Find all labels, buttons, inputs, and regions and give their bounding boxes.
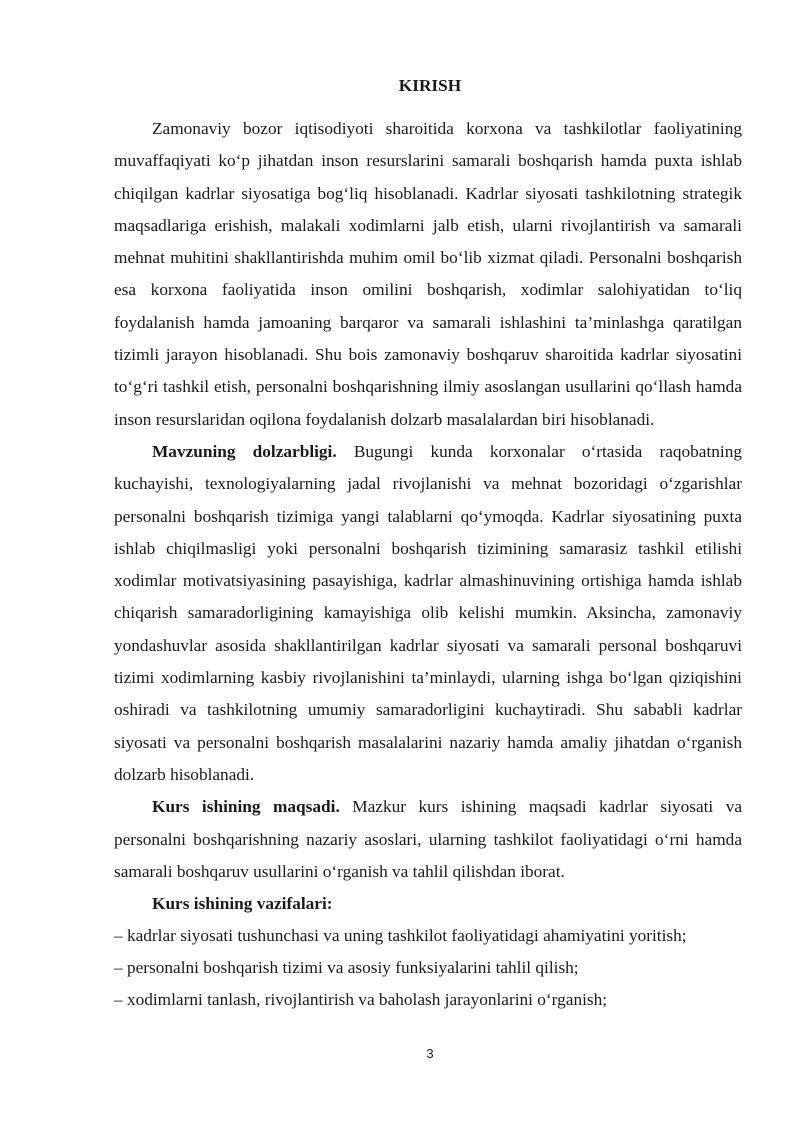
document-body	[114, 113, 742, 1016]
task-item: – personalni boshqarish tizimi va asosiy funksiyalarini tahlil qilish;	[114, 958, 579, 978]
intro-paragraph: Zamonaviy bozor iqtisodiyoti sharoitida korxona va tashkilotlar faoliyatining muvaffaqiyati ko‘p jihatdan inson resurslarini samarali boshqarish hamda puxta ishlab chiqilgan kadrlar siyosatiga bog‘liq hisoblanadi. Kadrlar siyosati tashkilotning strategik maqsadlariga erishish, malakali xodimlarni jalb etish, ularni rivojlantirish va samarali mehnat muhitini shakllantirishda muhim omil bo‘lib xizmat qiladi. Personalni boshqarish esa korxona faoliyatida inson omilini boshqarish, xodimlar salohiyatidan to‘liq foydalanish hamda jamoaning barqaror va samarali ishlashini ta’minlashga qaratilgan tizimli jarayon hisoblanadi. Shu bois zamonaviy boshqaruv sharoitida kadrlar siyosatini to‘g‘ri tashkil etish, personalni boshqarishning ilmiy asoslangan usullarini qo‘llash hamda inson resurslaridan oqilona foydalanish dolzarb masalalardan biri hisoblanadi.	[114, 119, 742, 429]
goal-text: Mazkur kurs ishining maqsadi kadrlar siyosati va personalni boshqarishning nazariy asoslari, ularning tashkilot faoliyatidagi o‘rni hamda samarali boshqaruv usullarini o‘rganish va tahlil qilishdan iborat.	[114, 797, 743, 881]
relevance-heading: Mavzuning dolzarbligi.	[152, 441, 337, 461]
tasks-heading-paragraph	[114, 888, 742, 920]
goal-heading: Kurs ishining maqsadi.	[152, 797, 340, 817]
task-item: – xodimlarni tanlash, rivojlantirish va baholash jarayonlarini o‘rganish;	[114, 990, 608, 1010]
relevance-paragraph	[114, 436, 742, 791]
task-item: – kadrlar siyosati tushunchasi va uning tashkilot faoliyatidagi ahamiyatini yoritish;	[114, 926, 687, 946]
goal-paragraph	[114, 791, 742, 888]
page-number: 3	[426, 1046, 434, 1061]
tasks-heading: Kurs ishining vazifalari:	[152, 894, 333, 914]
relevance-text: Bugungi kunda korxonalar o‘rtasida raqobatning kuchayishi, texnologiyalarning jadal rivojlanishi va mehnat bozoridagi o‘zgarishlar personalni boshqarish tizimiga yangi talablarni qo‘ymoqda. Kadrlar siyosatining puxta ishlab chiqilmasligi yoki personalni boshqarish tizimining samarasiz tashkil etilishi xodimlar motivatsiyasining pasayishiga, kadrlar almashinuvining ortishiga hamda ishlab chiqarish samaradorligining kamayishiga olib kelishi mumkin. Aksincha, zamonaviy yondashuvlar asosida shakllantirilgan kadrlar siyosati va samarali personal boshqaruvi tizimi xodimlarning kasbiy rivojlanishini ta’minlaydi, ularning ishga bo‘lgan qiziqishini oshiradi va tashkilotning umumiy samaradorligini kuchaytiradi. Shu sababli kadrlar siyosati va personalni boshqarish masalalarini nazariy hamda amaliy jihatdan o‘rganish dolzarb hisoblanadi.	[114, 441, 742, 784]
section-title: KIRISH	[398, 76, 462, 95]
